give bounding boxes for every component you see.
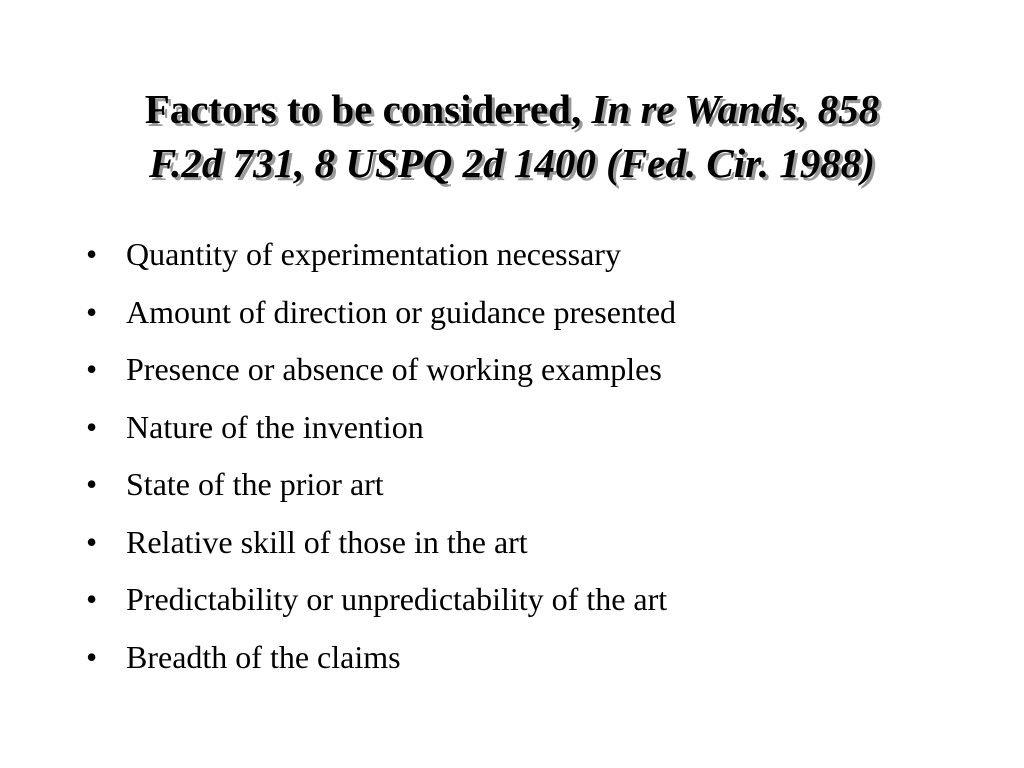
bullet-icon: • bbox=[86, 638, 98, 675]
list-item bbox=[86, 399, 986, 457]
title-citation: F.2d 731, 8 USPQ 2d 1400 (Fed. Cir. 1988) bbox=[149, 140, 875, 186]
bullet-text: Presence or absence of working examples bbox=[126, 351, 662, 387]
bullet-text: Amount of direction or guidance presented bbox=[126, 293, 677, 330]
list-item bbox=[86, 456, 986, 514]
list-item bbox=[86, 629, 986, 687]
bullet-icon: • bbox=[86, 581, 98, 617]
bullet-text: State of the prior art bbox=[126, 466, 384, 502]
bullet-text: Predictability or unpredictability of the art bbox=[126, 581, 668, 617]
bullet-icon: • bbox=[86, 408, 98, 445]
bullet-list bbox=[86, 226, 986, 686]
bullet-icon: • bbox=[86, 466, 98, 502]
bullet-text: Relative skill of those in the art bbox=[126, 523, 528, 560]
title-text-regular: Factors to be considered, bbox=[144, 86, 582, 132]
slide-title bbox=[60, 82, 964, 190]
list-item bbox=[86, 341, 986, 399]
bullet-icon: • bbox=[86, 236, 98, 272]
bullet-icon: • bbox=[86, 351, 98, 387]
bullet-text: Nature of the invention bbox=[126, 408, 424, 445]
bullet-text: Breadth of the claims bbox=[126, 638, 401, 675]
list-item bbox=[86, 226, 986, 284]
bullet-icon: • bbox=[86, 523, 98, 560]
list-item bbox=[86, 514, 986, 572]
list-item bbox=[86, 571, 986, 629]
bullet-icon: • bbox=[86, 293, 98, 330]
bullet-text: Quantity of experimentation necessary bbox=[126, 236, 621, 272]
list-item bbox=[86, 284, 986, 342]
title-case-name: In re Wands bbox=[591, 86, 798, 132]
title-citation-volume: , 858 bbox=[797, 86, 880, 132]
